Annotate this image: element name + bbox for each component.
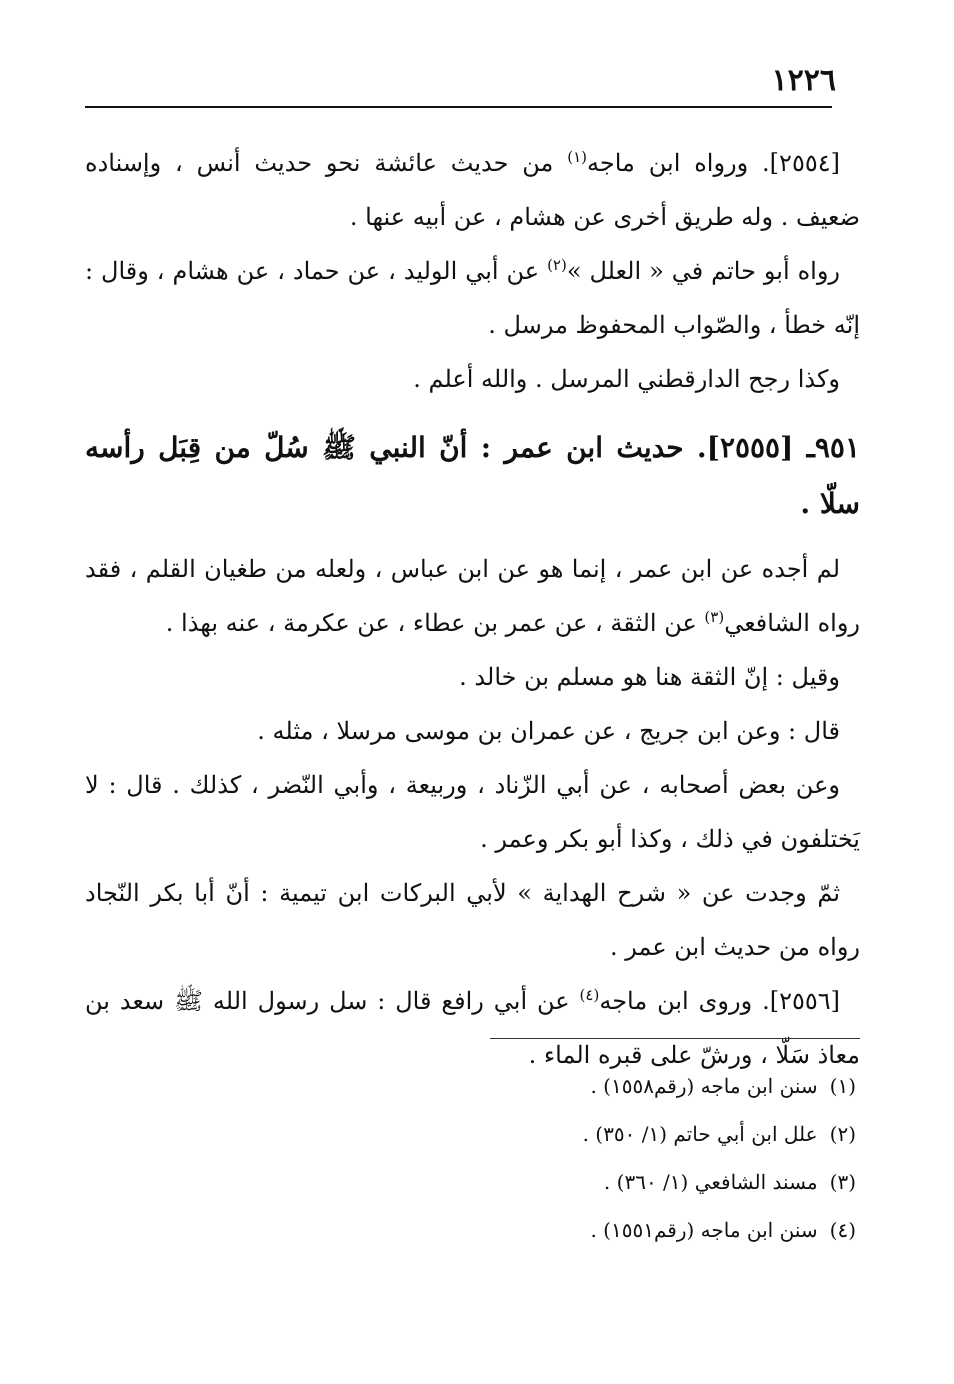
footnote-4 [436, 1206, 856, 1254]
footnote-3 [436, 1158, 856, 1206]
footnote-text: علل ابن أبي حاتم (١/ ٣٥٠) . [582, 1122, 818, 1146]
paragraph-text: من حديث عائشة نحو حديث أنس ، وإسناده ضعيف . وله طريق أخرى عن هشام ، عن أبيه عنها . [85, 149, 860, 231]
paragraph-sharh-hidaya [85, 866, 860, 974]
main-text [85, 136, 860, 1082]
footnotes [436, 1062, 856, 1254]
paragraph-text: ثمّ وجدت عن « شرح الهداية » لأبي البركات ابن تيمية : أنّ أبا بكر النّجاد رواه من حديث ابن عمر . [85, 879, 860, 961]
paragraph-daraqutni [85, 352, 860, 406]
paragraph-text: رواه أبو حاتم في « العلل » [566, 257, 840, 285]
footnote-number: (٣) [829, 1170, 856, 1194]
footnote-number: (١) [829, 1074, 856, 1098]
header-rule [85, 106, 832, 108]
paragraph-text: عن الثقة ، عن عمر بن عطاء ، عن عكرمة ، عنه بهذا . [165, 609, 705, 637]
paragraph-shafii [85, 542, 860, 650]
footnote-1 [436, 1062, 856, 1110]
paragraph-text: وقيل : إنّ الثقة هنا هو مسلم بن خالد . [459, 663, 840, 691]
paragraph-2554 [85, 136, 860, 244]
footnote-ref-4: (٤) [579, 986, 600, 1004]
paragraph-text: قال : وعن ابن جريج ، عن عمران بن موسى مرسلا ، مثله . [257, 717, 840, 745]
page-number: ١٢٢٦ [771, 63, 836, 98]
footnote-ref-1: (١) [567, 148, 588, 166]
paragraph-text: [٢٥٥٦]. وروى ابن ماجه [599, 987, 841, 1015]
footnote-ref-2: (٢) [547, 256, 567, 274]
footnote-text: مسند الشافعي (١/ ٣٦٠) . [603, 1170, 818, 1194]
footnote-separator [490, 1038, 860, 1039]
footnote-number: (٢) [829, 1122, 856, 1146]
footnote-text: سنن ابن ماجه (رقم١٥٥٨) . [590, 1074, 818, 1098]
paragraph-text: عن أبي رافع قال : سل رسول الله ﷺ سعد بن معاذ سَلّا ، ورشّ على قبره الماء . [85, 987, 860, 1069]
footnote-text: سنن ابن ماجه (رقم١٥٥١) . [590, 1218, 818, 1242]
hadith-heading-951: ٩٥١ـ [٢٥٥٥]. حديث ابن عمر : أنّ النبي ﷺ سُلّ من قِبَل رأسه سلّا . [85, 431, 860, 520]
paragraph-abu-hatim [85, 244, 860, 352]
paragraph-ibn-jurayj [85, 704, 860, 758]
paragraph-thiqa [85, 650, 860, 704]
footnote-2 [436, 1110, 856, 1158]
footnote-ref-3: (٣) [704, 608, 725, 626]
paragraph-text: لم أجده عن ابن عمر ، إنما هو عن ابن عباس ، ولعله من طغيان القلم ، فقد رواه الشافعي [85, 555, 860, 637]
footnote-number: (٤) [829, 1218, 856, 1242]
paragraph-text: وكذا رجح الدارقطني المرسل . والله أعلم . [413, 365, 840, 393]
paragraph-ashab [85, 758, 860, 866]
paragraph-text: [٢٥٥٤]. ورواه ابن ماجه [587, 149, 840, 177]
paragraph-text: وعن بعض أصحابه ، عن أبي الزّناد ، وربيعة ، وأبي النّضر ، كذلك . قال : لا يَختلفون في ذلك ، وكذا أبو بكر وعمر . [85, 771, 860, 853]
paragraph-text: عن أبي الوليد ، عن حماد ، عن هشام ، وقال : إنّه خطأ ، والصّواب المحفوظ مرسل . [85, 257, 860, 339]
